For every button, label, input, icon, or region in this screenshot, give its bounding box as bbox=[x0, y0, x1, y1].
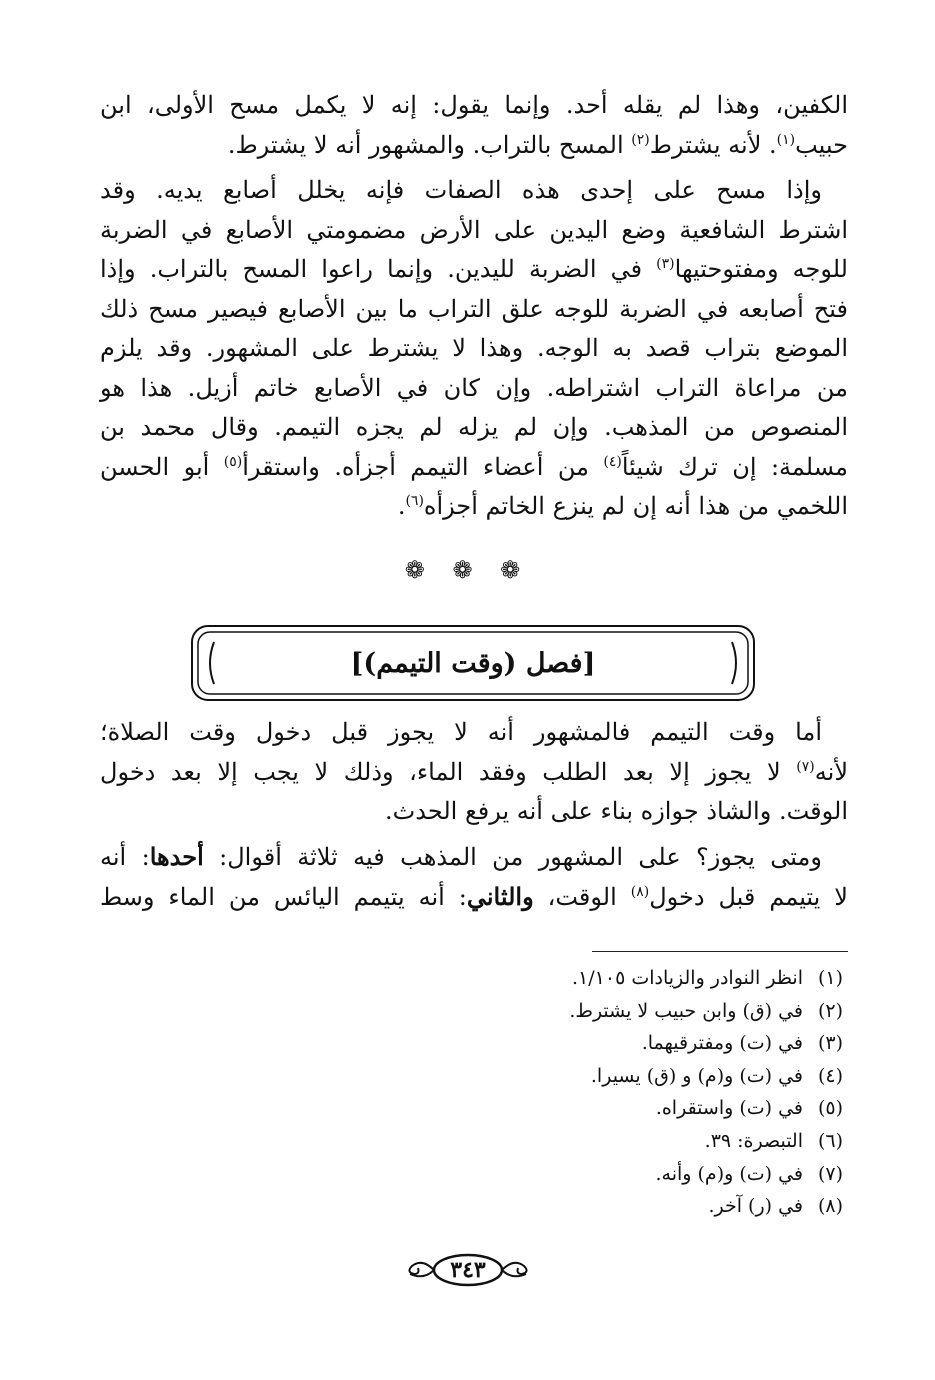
text-run: لا يجوز إلا بعد الطلب وفقد الماء، وذلك لا يجب إلا بعد دخول bbox=[100, 757, 797, 786]
bold-term: أحدها bbox=[149, 842, 204, 871]
footnote-item bbox=[423, 1158, 843, 1191]
footnote-divider bbox=[592, 951, 848, 952]
section-title: [فصل (وقت التيمم)] bbox=[350, 647, 596, 679]
text-run: لا يتيمم قبل دخول bbox=[649, 882, 848, 911]
footnote-text: في (ق) وابن حبيب لا يشترط. bbox=[569, 999, 803, 1022]
footnote-number: (١) bbox=[817, 967, 843, 989]
footnote-ref[interactable]: (٣) bbox=[656, 256, 675, 272]
text-run: . bbox=[397, 492, 406, 520]
footnote-number: (٢) bbox=[817, 999, 843, 1022]
page-number: ٣٤٣ bbox=[450, 1257, 486, 1283]
text-run: الوقت، bbox=[533, 882, 631, 911]
text-line bbox=[100, 126, 848, 166]
section-title-frame bbox=[190, 624, 756, 702]
footnote-ref[interactable]: (٦) bbox=[405, 493, 424, 509]
text-run: اللخمي من هذا أنه إن لم ينزع الخاتم أجزأه bbox=[423, 492, 848, 520]
paragraph-1 bbox=[100, 86, 848, 165]
footnote-number: (٤) bbox=[817, 1064, 843, 1087]
footnote-text: في (ت) ومفترقيهما. bbox=[641, 1032, 803, 1055]
footnote-text: في (ت) و(م) وأنه. bbox=[655, 1162, 803, 1185]
footnote-ref[interactable]: (٧) bbox=[796, 758, 815, 775]
page-number-ornament bbox=[398, 1250, 538, 1290]
footnote-ref[interactable]: (٤) bbox=[603, 453, 622, 470]
footnote-number: (٦) bbox=[817, 1129, 843, 1152]
footnote-ref[interactable]: (١) bbox=[776, 131, 796, 148]
footnote-item bbox=[423, 962, 843, 995]
footnote-number: (٧) bbox=[817, 1162, 843, 1185]
text-line: الموضع بتراب قصد به الوجه. وهذا لا يشترط على المشهور. وقد يلزم bbox=[100, 334, 848, 362]
text-line: الكفين، وهذا لم يقله أحد. وإنما يقول: إنه لا يكمل مسح الأولى، ابن bbox=[100, 91, 848, 119]
footnote-ref[interactable]: (٢) bbox=[631, 131, 650, 148]
footnote-item bbox=[423, 1125, 843, 1158]
text-line: الوقت. والشاذ جوازه بناء على أنه يرفع الحدث. bbox=[385, 797, 848, 825]
paragraph-4 bbox=[100, 837, 848, 916]
footnote-ref[interactable]: (٨) bbox=[630, 883, 650, 900]
text-line: وإذا مسح على إحدى هذه الصفات فإنه يخلل أصابع يديه. وقد bbox=[100, 176, 822, 204]
footnote-text: في (ت) واستقراه. bbox=[655, 1097, 803, 1120]
text-run: من أعضاء التيمم أجزأه. واستقرأ bbox=[242, 452, 604, 481]
text-run: حبيب bbox=[795, 130, 848, 159]
text-run: : أنه يتيمم اليائس من الماء وسط bbox=[100, 882, 467, 911]
text-line bbox=[100, 837, 848, 877]
footnote-item bbox=[423, 995, 843, 1028]
text-run: في الضربة لليدين. وإنما راعوا المسح بالتراب. وإذا bbox=[100, 255, 657, 283]
text-run: المسح بالتراب. والمشهور أنه لا يشترط. bbox=[227, 130, 632, 159]
text-run: . لأنه يشترط bbox=[649, 130, 777, 159]
text-line: أما وقت التيمم فالمشهور أنه لا يجوز قبل دخول وقت الصلاة؛ bbox=[100, 718, 822, 746]
footnote-text: انظر النوادر والزيادات ١/١٠٥. bbox=[572, 967, 803, 989]
footnote-item bbox=[423, 1027, 843, 1060]
footnote-text: في (ت) و(م) و (ق) يسيرا. bbox=[590, 1064, 803, 1087]
text-line: المنصوص من المذهب. وإن لم يزله لم يجزه التيمم. وقال محمد بن bbox=[100, 413, 848, 441]
text-run: مسلمة: إن ترك شيئاً bbox=[621, 452, 848, 481]
text-line bbox=[100, 877, 848, 917]
text-line: من مراعاة التراب اشتراطه. وإن كان في الأصابع خاتم أزيل. هذا هو bbox=[100, 373, 848, 402]
footnote-item bbox=[423, 1060, 843, 1093]
footnote-number: (٨) bbox=[817, 1195, 843, 1218]
footnote-item bbox=[423, 1190, 843, 1223]
paragraph-3 bbox=[100, 713, 848, 832]
text-run: أبو الحسن bbox=[100, 452, 224, 481]
text-line: فتح أصابعه في الضربة للوجه علق التراب ما بين الأصابع فيصير مسح ذلك bbox=[100, 294, 848, 323]
text-line bbox=[100, 487, 848, 527]
bold-term: والثاني bbox=[466, 881, 534, 911]
text-line: اشترط الشافعية وضع اليدين على الأرض مضمومتي الأصابع في الضربة bbox=[100, 215, 848, 244]
footnotes-list bbox=[423, 962, 843, 1223]
text-line bbox=[100, 753, 848, 793]
footnote-number: (٥) bbox=[817, 1097, 843, 1120]
paragraph-2 bbox=[100, 171, 848, 527]
footnote-number: (٣) bbox=[817, 1032, 843, 1055]
text-run: ومتى يجوز؟ على المشهور من المذهب فيه ثلاثة أقوال: bbox=[203, 843, 822, 871]
text-run: لأنه bbox=[814, 757, 848, 786]
footnote-ref[interactable]: (٥) bbox=[223, 453, 243, 470]
text-line bbox=[100, 448, 848, 488]
text-line bbox=[100, 250, 848, 290]
footnote-text: في (ر) آخر. bbox=[708, 1195, 803, 1218]
text-run: : أنه bbox=[100, 843, 150, 871]
footnote-item bbox=[423, 1092, 843, 1125]
text-run: للوجه ومفتوحتيها bbox=[674, 255, 848, 283]
footnote-text: التبصرة: ٣٩. bbox=[704, 1129, 803, 1152]
section-separator: ❁ ❁ ❁ bbox=[404, 556, 531, 584]
